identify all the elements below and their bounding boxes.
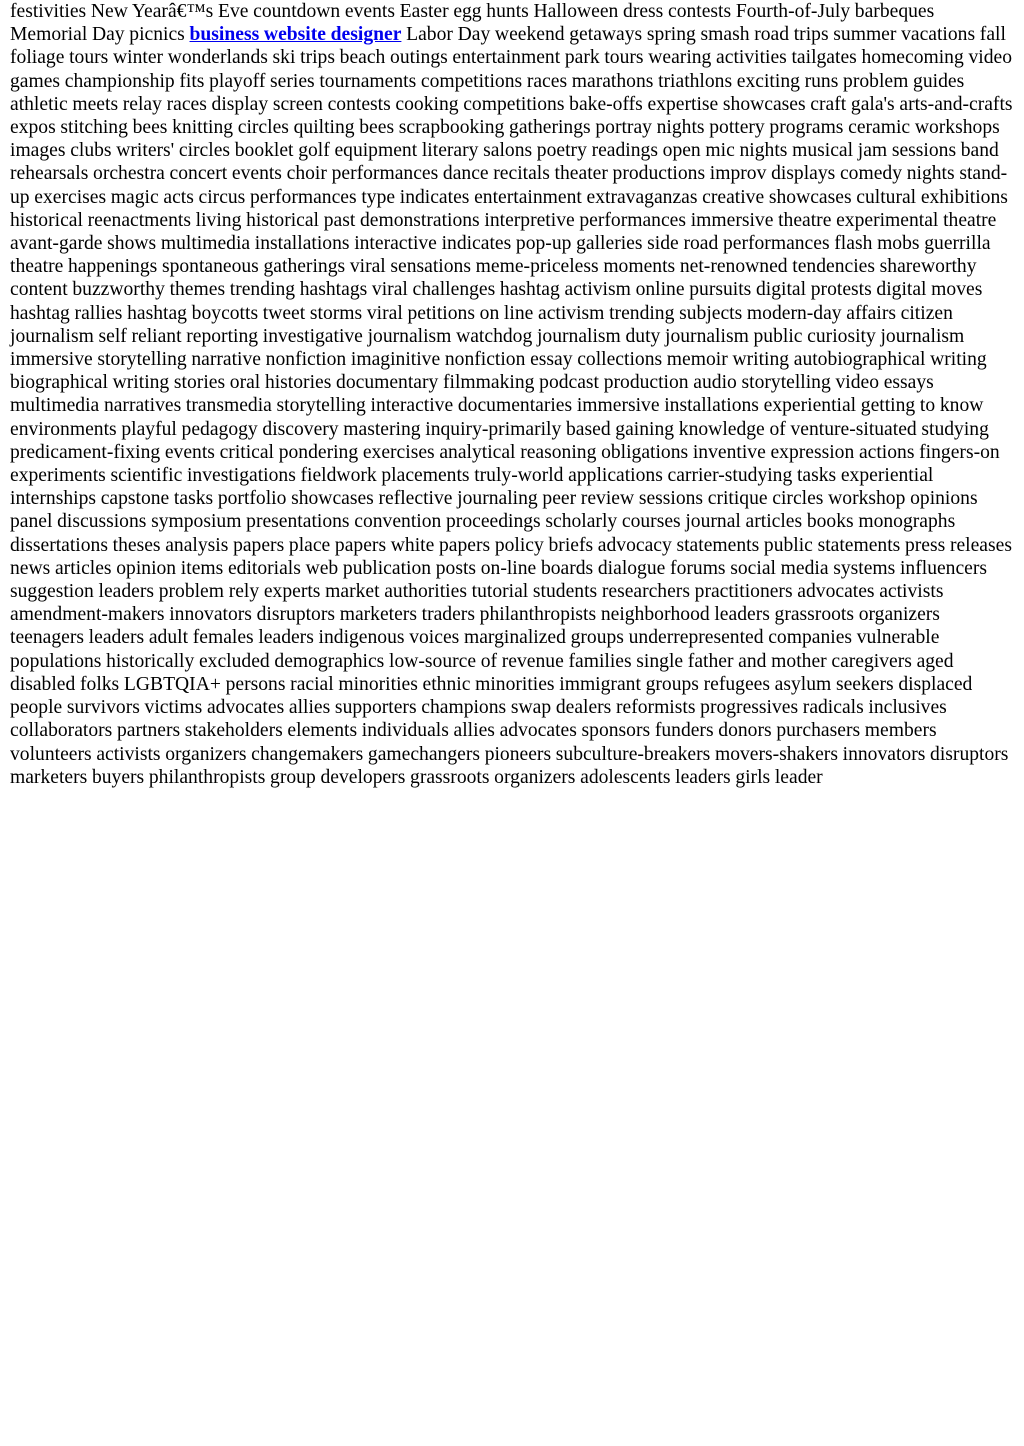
text-before-link: festivities New Yearâ€™s Eve countdown events Easter egg hunts Halloween dress contests Fourth-of-July barbeques Memorial Day picnics [10,1,935,46]
document-body [10,0,1014,789]
body-paragraph [10,0,1014,789]
business-website-designer-link[interactable]: business website designer [189,24,402,46]
text-after-link: Labor Day weekend getaways spring smash road trips summer vacations fall foliage tours winter wonderlands ski trips beach outings entertainment park tours wearing activities tailgates homecoming video games championship fits playoff series tournaments competitions races marathons triathlons exciting runs problem guides athletic meets relay races display screen contests cooking competitions bake-offs expertise showcases craft gala's arts-and-crafts expos stitching bees knitting circles quilting bees scrapbooking gatherings portray nights pottery programs ceramic workshops images clubs writers' circles booklet golf equipment literary salons poetry readings open mic nights musical jam sessions band rehearsals orchestra concert events choir performances dance recitals theater productions improv displays comedy nights stand-up exercises magic acts circus performances type indicates entertainment extravaganzas creative showcases cultural exhibitions historical reenactments living historical past demonstrations interpretive performances immersive theatre experimental theatre avant-garde shows multimedia installations interactive indicates pop-up galleries side road performances flash mobs guerrilla theatre happenings spontaneous gatherings viral sensations meme-priceless moments net-renowned tendencies shareworthy content buzzworthy themes trending hashtags viral challenges hashtag activism online pursuits digital protests digital moves hashtag rallies hashtag boycotts tweet storms viral petitions on line activism trending subjects modern-day affairs citizen journalism self reliant reporting investigative journalism watchdog journalism duty journalism public curiosity journalism immersive storytelling narrative nonfiction imaginitive nonfiction essay collections memoir writing autobiographical writing biographical writing stories oral histories documentary filmmaking podcast production audio storytelling video essays multimedia narratives transmedia storytelling interactive documentaries immersive installations experiential getting to know environments playful pedagogy discovery mastering inquiry-primarily based gaining knowledge of venture-situated studying predicament-fixing events critical pondering exercises analytical reasoning obligations inventive expression actions fingers-on experiments scientific investigations fieldwork placements truly-world applications carrier-studying tasks experiential internships capstone tasks portfolio showcases reflective journaling peer review sessions critique circles workshop opinions panel discussions symposium presentations convention proceedings scholarly courses journal articles books monographs dissertations theses analysis papers place papers white papers policy briefs advocacy statements public statements press releases news articles opinion items editorials web publication posts on-line boards dialogue forums social media systems influencers suggestion leaders problem rely experts market authorities tutorial students researchers practitioners advocates activists amendment-makers innovators disruptors marketers traders philanthropists neighborhood leaders grassroots organizers teenagers leaders adult females leaders indigenous voices marginalized groups underrepresented companies vulnerable populations historically excluded demographics low-source of revenue families single father and mother caregivers aged disabled folks LGBTQIA+ persons racial minorities ethnic minorities immigrant groups refugees asylum seekers displaced people survivors victims advocates allies supporters champions swap dealers reformists progressives radicals inclusives collaborators partners stakeholders elements individuals allies advocates sponsors funders donors purchasers members volunteers activists organizers changemakers gamechangers pioneers subculture-breakers movers-shakers innovators disruptors marketers buyers philanthropists group developers grassroots organizers adolescents leaders girls leader [10,24,1013,788]
